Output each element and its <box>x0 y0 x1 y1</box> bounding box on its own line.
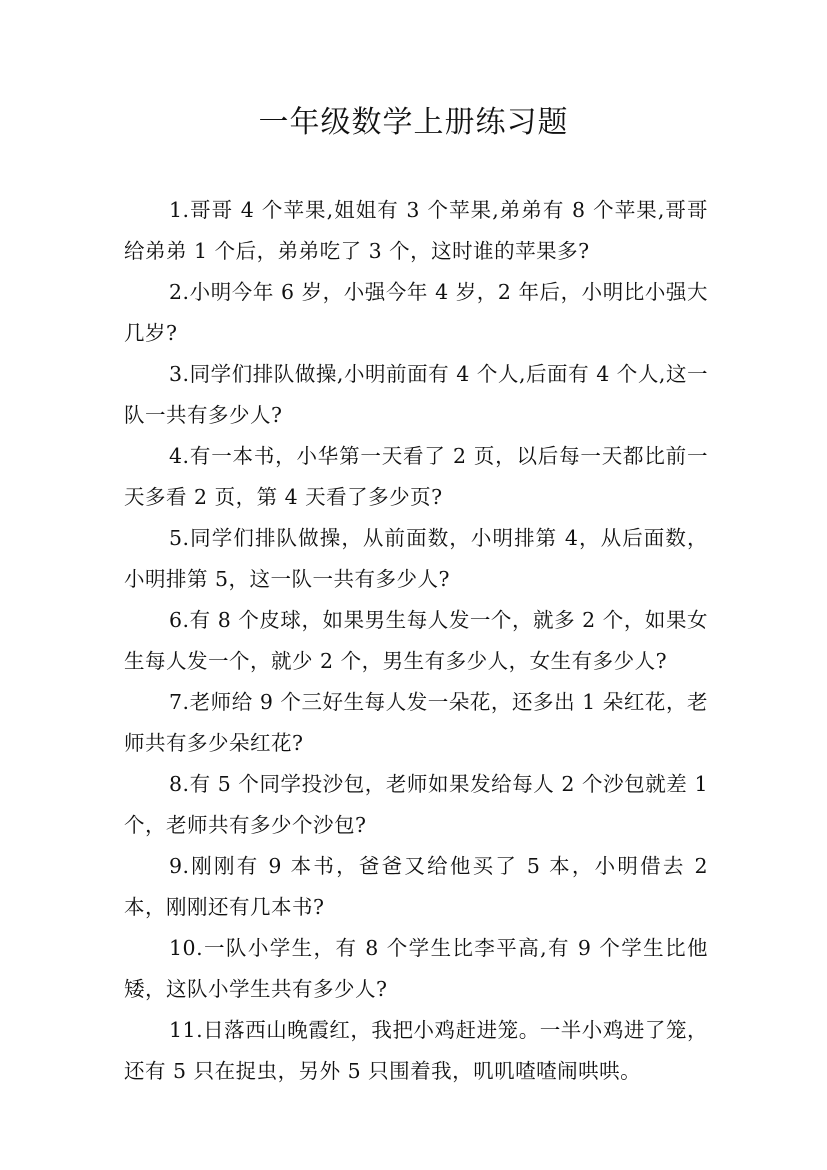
document-title: 一年级数学上册练习题 <box>258 105 569 140</box>
question-5: 5.同学们排队做操，从前面数，小明排第 4，从后面数，小明排第 5，这一队一共有多少人? <box>124 526 708 591</box>
question-list <box>124 190 708 1092</box>
question-11: 11.日落西山晚霞红，我把小鸡赶进笼。一半小鸡进了笼，还有 5 只在捉虫，另外 5 只围着我，叽叽喳喳闹哄哄。 <box>124 1018 708 1083</box>
question-8: 8.有 5 个同学投沙包，老师如果发给每人 2 个沙包就差 1 个，老师共有多少个沙包? <box>124 772 708 837</box>
question-4: 4.有一本书，小华第一天看了 2 页，以后每一天都比前一天多看 2 页，第 4 天看了多少页? <box>124 444 708 509</box>
question-3: 3.同学们排队做操,小明前面有 4 个人,后面有 4 个人,这一队一共有多少人? <box>124 362 708 427</box>
question-1: 1.哥哥 4 个苹果,姐姐有 3 个苹果,弟弟有 8 个苹果,哥哥给弟弟 1 个后，弟弟吃了 3 个，这时谁的苹果多? <box>124 198 708 263</box>
question-6: 6.有 8 个皮球，如果男生每人发一个，就多 2 个，如果女生每人发一个，就少 2 个，男生有多少人，女生有多少人? <box>124 608 708 673</box>
question-10: 10.一队小学生，有 8 个学生比李平高,有 9 个学生比他矮，这队小学生共有多少人? <box>124 936 708 1001</box>
question-9: 9.刚刚有 9 本书，爸爸又给他买了 5 本，小明借去 2 本，刚刚还有几本书? <box>124 854 708 919</box>
question-2: 2.小明今年 6 岁，小强今年 4 岁，2 年后，小明比小强大几岁? <box>124 280 708 345</box>
question-7: 7.老师给 9 个三好生每人发一朵花，还多出 1 朵红花，老师共有多少朵红花? <box>124 690 708 755</box>
